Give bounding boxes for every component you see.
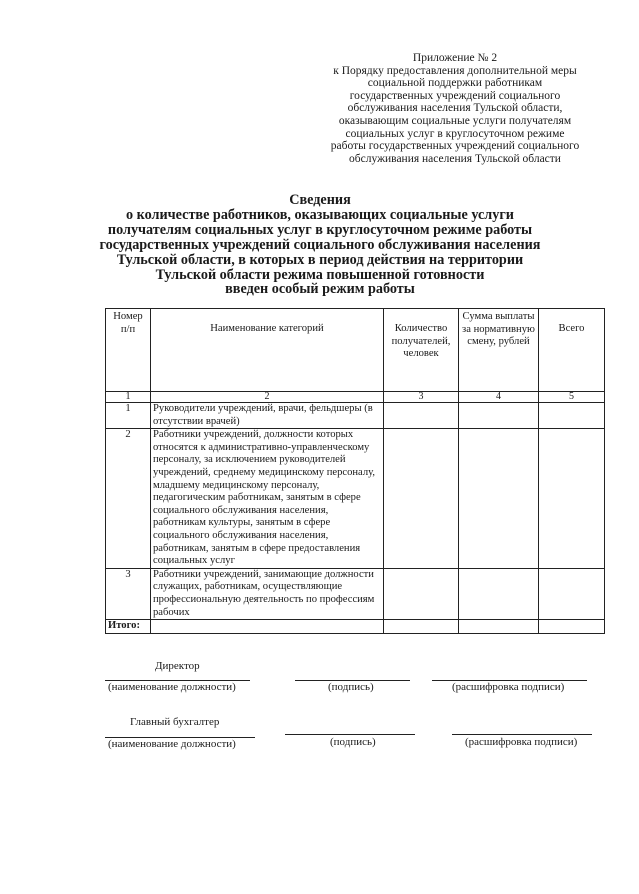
accountant-signature-caption: (подпись) [330,736,376,748]
table-row [106,429,605,569]
table-row [106,568,605,619]
table-total-row [106,620,605,634]
title-line: получателям социальных услуг в круглосуточном режиме работы [107,221,533,238]
document-title [60,193,580,297]
column-number: 2 [151,392,384,403]
table-row [106,403,605,429]
director-decoding-caption: (расшифровка подписи) [452,681,565,693]
appendix-line: работы государственных учреждений социального [330,140,580,153]
row-number: 1 [106,403,151,429]
header-category-name: Наименование категорий [151,309,384,392]
row-category: Работники учреждений, занимающие должности служащих, работникам, осуществляющие профессиональную деятельность по профессиям рабочих [151,568,384,619]
row-payment-cell[interactable] [459,568,539,619]
accountant-signature-line[interactable] [285,734,415,735]
appendix-line: социальной поддержки работникам [367,77,543,90]
total-payment-cell[interactable] [459,620,539,634]
header-number: Номер п/п [106,309,151,392]
accountant-decoding-caption: (расшифровка подписи) [465,736,578,748]
appendix-line: обслуживания населения Тульской области [349,152,561,165]
director-title: Директор [155,660,200,672]
appendix-line: оказывающим социальные услуги получателям [338,114,572,127]
row-number: 2 [106,429,151,569]
row-category: Работники учреждений, должности которых относятся к административно-управленческому персоналу, за исключением руководителей учреждений, среднему медицинскому персоналу, младшему медицинскому персоналу, педагогическим работникам, занятым в сфере социального обслуживания населения, работникам культуры, занятым в сфере социального обслуживания населения, работникам, занятым в сфере предоставления социальных услуг [151,429,384,569]
row-payment-cell[interactable] [459,429,539,569]
header-total: Всего [539,309,605,392]
appendix-line: социальных услуг в круглосуточном режиме [345,127,565,140]
total-sum-cell[interactable] [539,620,605,634]
appendix-line: Приложение № 2 [412,52,498,64]
row-recipients-cell[interactable] [384,429,459,569]
total-label: Итого: [106,620,151,634]
title-line: о количестве работников, оказывающих социальные услуги [126,206,514,223]
accountant-position-caption: (наименование должности) [108,738,236,750]
header-recipients-count: Количество получателей, человек [384,309,459,392]
title-line: Сведения [289,192,351,208]
director-signature-caption: (подпись) [328,681,374,693]
row-recipients-cell[interactable] [384,403,459,429]
column-number: 5 [539,392,605,403]
title-line: Тульской области режима повышенной готовности [155,266,485,283]
column-numbers-row [106,392,605,403]
column-number: 1 [106,392,151,403]
table-header-row [106,309,605,392]
title-line: государственных учреждений социального обслуживания населения [99,236,541,253]
title-line: введен особый режим работы [225,281,415,298]
total-recipients-cell[interactable] [384,620,459,634]
appendix-line: государственных учреждений социального [349,89,561,102]
column-number: 3 [384,392,459,403]
appendix-line: обслуживания населения Тульской области, [347,102,563,115]
column-number: 4 [459,392,539,403]
appendix-line: к Порядку предоставления дополнительной меры [333,64,577,77]
title-line: Тульской области, в которых в период действия на территории [116,251,524,268]
row-recipients-cell[interactable] [384,568,459,619]
total-category-cell [151,620,384,634]
accountant-title: Главный бухгалтер [130,716,220,728]
row-category: Руководители учреждений, врачи, фельдшеры (в отсутствии врачей) [151,403,384,429]
row-number: 3 [106,568,151,619]
appendix-header [300,52,610,165]
row-total-cell[interactable] [539,429,605,569]
director-position-caption: (наименование должности) [108,681,236,693]
row-total-cell[interactable] [539,403,605,429]
accountant-decoding-line[interactable] [452,734,592,735]
header-payment-sum: Сумма выплаты за нормативную смену, рублей [459,309,539,392]
row-payment-cell[interactable] [459,403,539,429]
row-total-cell[interactable] [539,568,605,619]
categories-table [105,308,605,634]
